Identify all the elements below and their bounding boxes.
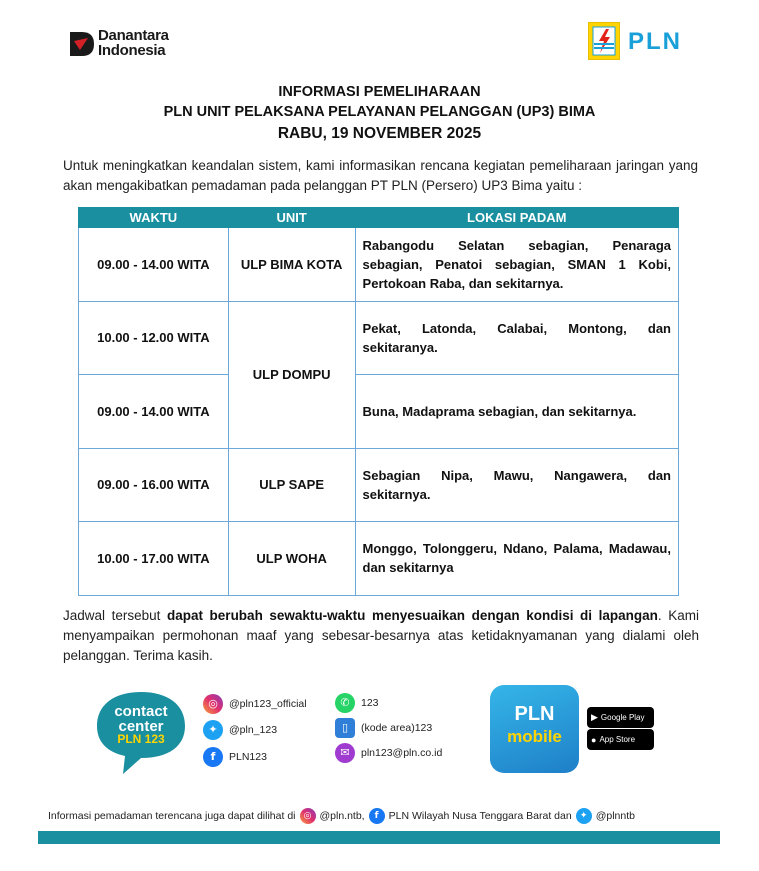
contact-phone[interactable] [335,718,432,738]
cell-unit: ULP BIMA KOTA [228,228,355,302]
closing-text-bold: dapat berubah sewaktu-waktu menyesuaikan dengan kondisi di lapangan [166,608,658,623]
cell-time: 09.00 - 14.00 WITA [79,228,229,302]
cell-location: Rabangodu Selatan sebagian, Penaraga sebagian, Penatoi sebagian, SMAN 1 Kobi, Pertokoan Raba, dan sekitarnya. [355,228,678,302]
table-row [79,448,679,522]
table-row [79,375,679,449]
app-store-label: App Store [599,735,636,744]
contact-twitter[interactable] [203,720,277,740]
header-waktu: WAKTU [79,208,229,228]
contact-phone-text: (kode area)123 [361,722,433,734]
closing-paragraph [63,606,699,666]
app-store-button[interactable] [587,729,654,750]
title-date: RABU, 19 NOVEMBER 2025 [277,125,482,142]
apple-icon: ● [591,734,597,745]
contact-center-badge [93,688,189,778]
facebook-icon: f [369,808,385,824]
cell-unit: ULP WOHA [228,522,355,596]
google-play-label: Google Play [600,713,645,722]
pln-mobile-label-1: PLN [514,703,555,725]
instagram-icon: ◎ [300,808,316,824]
table-row [79,522,679,596]
intro-paragraph: Untuk meningkatkan keandalan sistem, kami informasikan rencana kegiatan pemeliharaan jaringan yang akan mengakibatkan pemadaman pada pelanggan PT PLN (Persero) UP3 Bima yaitu : [63,158,698,193]
contact-center-label: contact center [114,703,168,735]
danantara-logo [68,28,198,62]
cell-location: Monggo, Tolonggeru, Ndano, Palama, Madawau, dan sekitarnya [355,522,678,596]
cell-location: Sebagian Nipa, Mawu, Nangawera, dan sekitarnya. [355,448,678,522]
contact-facebook[interactable] [203,747,267,767]
facebook-icon: f [203,747,223,767]
cell-location: Pekat, Latonda, Calabai, Montong, dan sekitaranya. [355,301,678,375]
phone-icon: ▯ [335,718,355,738]
danantara-mark-icon [68,30,95,58]
table-row [79,228,679,302]
contact-center-number: PLN 123 [117,732,165,746]
maintenance-schedule-table [78,207,679,596]
closing-text-end: . Kami menyampaikan permohonan maaf yang sebesar-besarnya atas ketidaknyamanan yang dialami oleh pelanggan. Terima kasih. [63,608,699,663]
title-line-1: INFORMASI PEMELIHARAAN [278,84,481,100]
pln-logo [588,22,700,62]
contact-instagram-text: @pln123_official [229,698,307,710]
cell-unit: ULP SAPE [228,448,355,522]
pln-mobile-label-2: mobile [507,727,562,746]
pln-emblem-icon [588,22,620,60]
contact-instagram[interactable] [203,694,307,714]
closing-text-start: Jadwal tersebut [63,608,167,623]
instagram-icon: ◎ [203,694,223,714]
header-lokasi-padam: LOKASI PADAM [355,208,678,228]
footer-facebook-link[interactable]: PLN Wilayah Nusa Tenggara Barat dan [388,810,572,822]
google-play-button[interactable] [587,707,654,728]
cell-time: 10.00 - 12.00 WITA [79,301,229,375]
contact-email-text: pln123@pln.co.id [361,747,443,759]
contact-facebook-text: PLN123 [229,751,267,763]
table-header-row [79,208,679,228]
cell-time: 09.00 - 16.00 WITA [79,448,229,522]
twitter-icon: ✦ [203,720,223,740]
email-icon: ✉ [335,743,355,763]
contact-twitter-text: @pln_123 [229,724,278,736]
footer-twitter-link[interactable]: @plnntb [595,810,635,822]
cell-time: 09.00 - 14.00 WITA [79,375,229,449]
footer-accent-bar [38,831,720,844]
footer-intro-text: Informasi pemadaman terencana juga dapat dilihat di [48,810,296,822]
contact-email[interactable] [335,743,442,763]
footer-instagram-link[interactable]: @pln.ntb, [319,810,365,822]
contact-whatsapp[interactable] [335,693,379,713]
pln-wordmark: PLN [628,28,682,55]
cell-location: Buna, Madaprama sebagian, dan sekitarnya. [355,375,678,449]
table-row [79,301,679,375]
google-play-icon: ▶ [591,712,598,722]
header-unit: UNIT [228,208,355,228]
footer-info [48,808,635,824]
pln-mobile-app-icon[interactable] [490,685,579,773]
cell-unit: ULP DOMPU [228,301,355,448]
contact-whatsapp-text: 123 [361,697,379,709]
danantara-wordmark: Danantara Indonesia [98,27,169,59]
twitter-icon: ✦ [576,808,592,824]
title-line-2: PLN UNIT PELAKSANA PELAYANAN PELANGGAN (UP3) BIMA [163,104,596,120]
whatsapp-icon: ✆ [335,693,355,713]
cell-time: 10.00 - 17.00 WITA [79,522,229,596]
